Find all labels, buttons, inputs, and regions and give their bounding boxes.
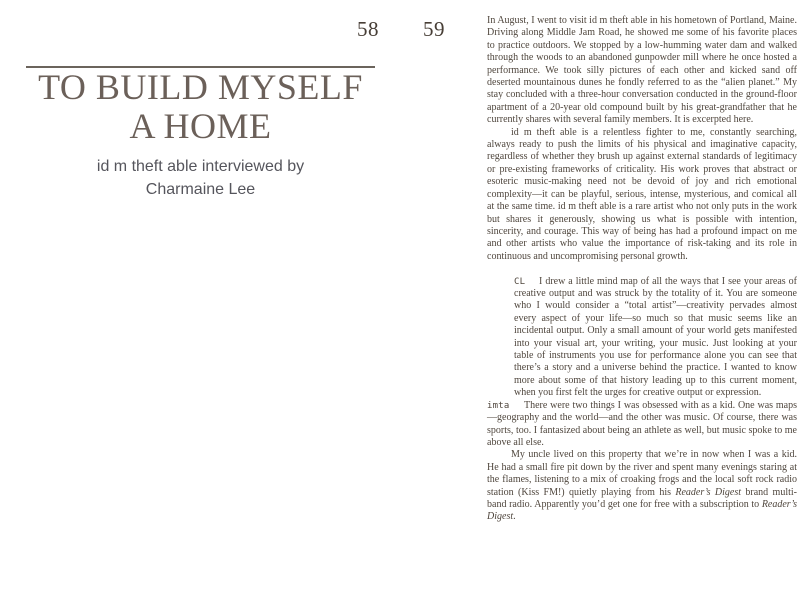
interview-exchange-cl bbox=[514, 276, 797, 400]
byline-line-2: Charmaine Lee bbox=[145, 181, 256, 198]
byline bbox=[26, 155, 375, 201]
interview-section bbox=[487, 276, 797, 524]
article-title bbox=[26, 68, 375, 146]
body-paragraph bbox=[487, 15, 797, 127]
intro-section bbox=[487, 15, 797, 263]
article-body-column bbox=[487, 15, 797, 524]
speaker-label-imta: imta bbox=[487, 400, 510, 411]
text-segment: . bbox=[513, 511, 516, 523]
italic-text: Reader’s Digest bbox=[487, 498, 797, 523]
text-segment: My uncle lived on this property that we’re in now when I was a kid. He had a small fire pit down by the river and spent many evenings staring at the flames, listening to a mix of croaking frogs and the local soft rock radio station (Kiss FM!) quietly playing from his bbox=[487, 449, 797, 498]
article-title-line-2: A HOME bbox=[129, 106, 272, 146]
interview-exchange-imta bbox=[487, 400, 797, 524]
text-segment: In August, I went to visit id m theft able in his hometown of Portland, Maine. Driving along Middle Jam Road, he showed me some of his favorite places to practice outdoors. We stopped by a low-humming water dam and walked through the woods to an abandoned gunpowder mill where he once hosted a performance. We took silly pictures of each other and kicked sand off deserted mountainous dunes he fondly referred to as the “alien planet.” My stay concluded with a three-hour conversation conducted in the ground-floor apartment of a 20-year old compound built by his great-grandfather that he currently shares with several family members. It is excerpted here. bbox=[487, 15, 797, 126]
body-paragraph bbox=[514, 276, 797, 400]
page-number-left: 58 bbox=[357, 17, 379, 41]
speaker-label-cl: CL bbox=[514, 276, 526, 287]
article-title-line-1: TO BUILD MYSELF bbox=[38, 67, 363, 107]
body-paragraph bbox=[487, 449, 797, 523]
text-segment: I drew a little mind map of all the ways that I see your areas of creative output and was struck by the totality of it. You are someone who I would consider a “total artist”—creativity pervades almost every aspect of your life—so much so that music seems like an incidental output. Only a small amount of your world gets manifested into your visual art, your writing, your music. Just looking at your table of instruments you use for performance alone you can see that there’s a story and a universe behind the practice. I wanted to know more about some of that history leading up to this current moment, when you first felt the urges for creative output or expression. bbox=[514, 275, 797, 399]
text-segment: id m theft able is a relentless fighter to me, constantly searching, always ready to push the limits of his physical and imaginative capacity, regardless of whether they brush up against external standards of legitimacy or pre-existing frameworks of criticality. His work proves that abstract or esoteric music-making need not be devoid of joy and rich emotional complexity—it can be playful, serious, intense, mysterious, and comical all at the same time. id m theft able is a rare artist who not only puts in the work but shares it generously, showing us what is possible with intention, sincerity, and courage. This way of being has had a profound impact on me and other artists who value the importance of risk-taking and its role in continuous and uncompromising personal growth. bbox=[487, 126, 797, 262]
text-segment: There were two things I was obsessed with as a kid. One was maps—geography and the world—and the other was music. Of course, there was sports, too. I fantasized about being an athlete as well, but music spoke to me above all else. bbox=[487, 399, 797, 448]
text-segment: brand multi-band radio. Apparently you’d get one for free with a subscription to bbox=[487, 486, 797, 510]
italic-text: Reader’s Digest bbox=[675, 486, 742, 498]
body-paragraph bbox=[487, 127, 797, 263]
body-paragraph bbox=[487, 400, 797, 450]
byline-line-1: id m theft able interviewed by bbox=[96, 158, 305, 175]
page-number-right: 59 bbox=[423, 17, 445, 41]
